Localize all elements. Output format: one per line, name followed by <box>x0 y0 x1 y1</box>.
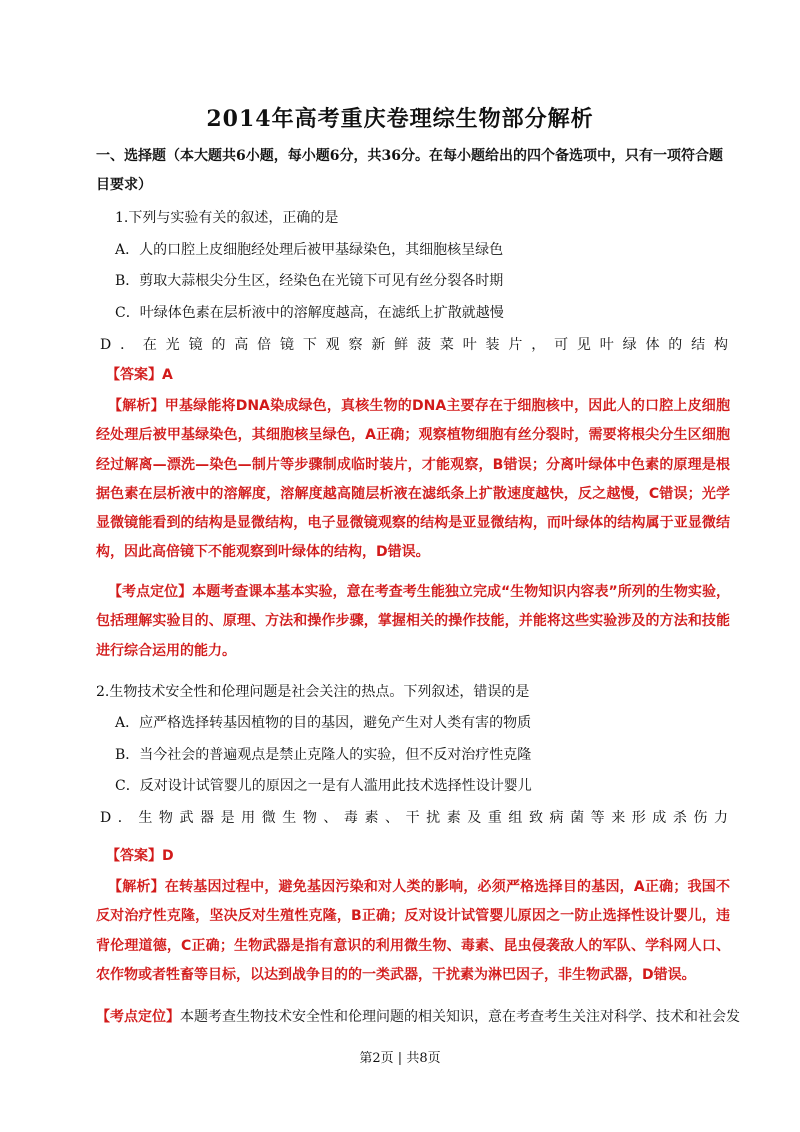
point-label: 【考点定位】 <box>108 584 193 600</box>
question-1-answer <box>106 364 173 384</box>
analysis-text: 甲基绿能将DNA染成绿色，真核生物的DNA主要存在于细胞核中，因此人的口腔上皮细胞经处理后被甲基绿染色，其细胞核呈绿色，A正确；观察植物细胞有丝分裂时，需要将根尖分生区细胞经过解离—漂洗—染色—制片等步骤制成临时装片，才能观察，B错误；分离叶绿体中色素的原理是根据色素在层析液中的溶解度，溶解度越高随层析液在滤纸条上扩散速度越快，反之越慢，C错误；光学显微镜能看到的结构是显微结构，电子显微镜观察的结构是亚显微结构，而叶绿体的结构属于亚显微结构，因此高倍镜下不能观察到叶绿体的结构，D错误。 <box>96 398 730 561</box>
answer-value: A <box>162 367 173 383</box>
question-2-option-d: D．生物武器是用微生物、毒素、干扰素及重组致病菌等来形成杀伤力 <box>100 810 728 826</box>
question-2-option-a: A．应严格选择转基因植物的目的基因，避免产生对人类有害的物质 <box>115 715 532 731</box>
point-text: 本题考查生物技术安全性和伦理问题的相关知识，意在考查考生关注对科学、技术和社会发 <box>180 1009 740 1025</box>
question-1-option-b: B．剪取大蒜根尖分生区，经染色在光镜下可见有丝分裂各时期 <box>115 273 504 289</box>
answer-label: 【答案】 <box>106 367 162 383</box>
question-2-option-b: B．当今社会的普遍观点是禁止克隆人的实验，但不反对治疗性克隆 <box>115 747 532 763</box>
section-heading: 一、选择题（本大题共6小题，每小题6分，共36分。在每小题给出的四个备选项中，只有一项符合题目要求） <box>96 148 723 193</box>
question-2-answer <box>106 845 174 865</box>
question-2-point <box>96 1006 740 1026</box>
question-2-option-c: C．反对设计试管婴儿的原因之一是有人滥用此技术选择性设计婴儿 <box>115 778 532 794</box>
question-2-analysis <box>96 873 730 990</box>
analysis-text: 在转基因过程中，避免基因污染和对人类的影响，必须严格选择目的基因，A正确；我国不反对治疗性克隆，坚决反对生殖性克隆，B正确；反对设计试管婴儿原因之一防止选择性设计婴儿，违背伦理道德，C正确；生物武器是指有意识的利用微生物、毒素、昆虫侵袭敌人的军队、学科网人口、农作物或者牲畜等目标，以达到战争目的的一类武器，干扰素为淋巴因子，非生物武器，D错误。 <box>96 879 730 983</box>
answer-label: 【答案】 <box>106 848 162 864</box>
question-2-stem: 2.生物技术安全性和伦理问题是社会关注的热点。下列叙述，错误的是 <box>96 684 530 700</box>
question-1-option-a: A．人的口腔上皮细胞经处理后被甲基绿染色，其细胞核呈绿色 <box>115 242 504 258</box>
answer-value: D <box>162 848 174 864</box>
question-1-option-d: D．在光镜的高倍镜下观察新鲜菠菜叶装片，可见叶绿体的结构 <box>100 337 728 353</box>
question-1-option-c: C．叶绿体色素在层析液中的溶解度越高，在滤纸上扩散就越慢 <box>115 305 504 321</box>
point-label: 【考点定位】 <box>96 1009 180 1025</box>
analysis-label: 【解析】 <box>108 398 165 414</box>
analysis-label: 【解析】 <box>108 879 165 895</box>
question-1-analysis <box>96 392 730 568</box>
point-text: 本题考查课本基本实验，意在考查考生能独立完成“生物知识内容表”所列的生物实验，包括理解实验目的、原理、方法和操作步骤，掌握相关的操作技能，并能将这些实验涉及的方法和技能进行综合运用的能力。 <box>96 584 730 659</box>
page-title: 2014年高考重庆卷理综生物部分解析 <box>206 106 594 132</box>
question-1-point <box>96 578 730 666</box>
page-footer: 第2页 | 共8页 <box>359 1051 441 1066</box>
question-1-stem: 1.下列与实验有关的叙述，正确的是 <box>115 210 339 226</box>
